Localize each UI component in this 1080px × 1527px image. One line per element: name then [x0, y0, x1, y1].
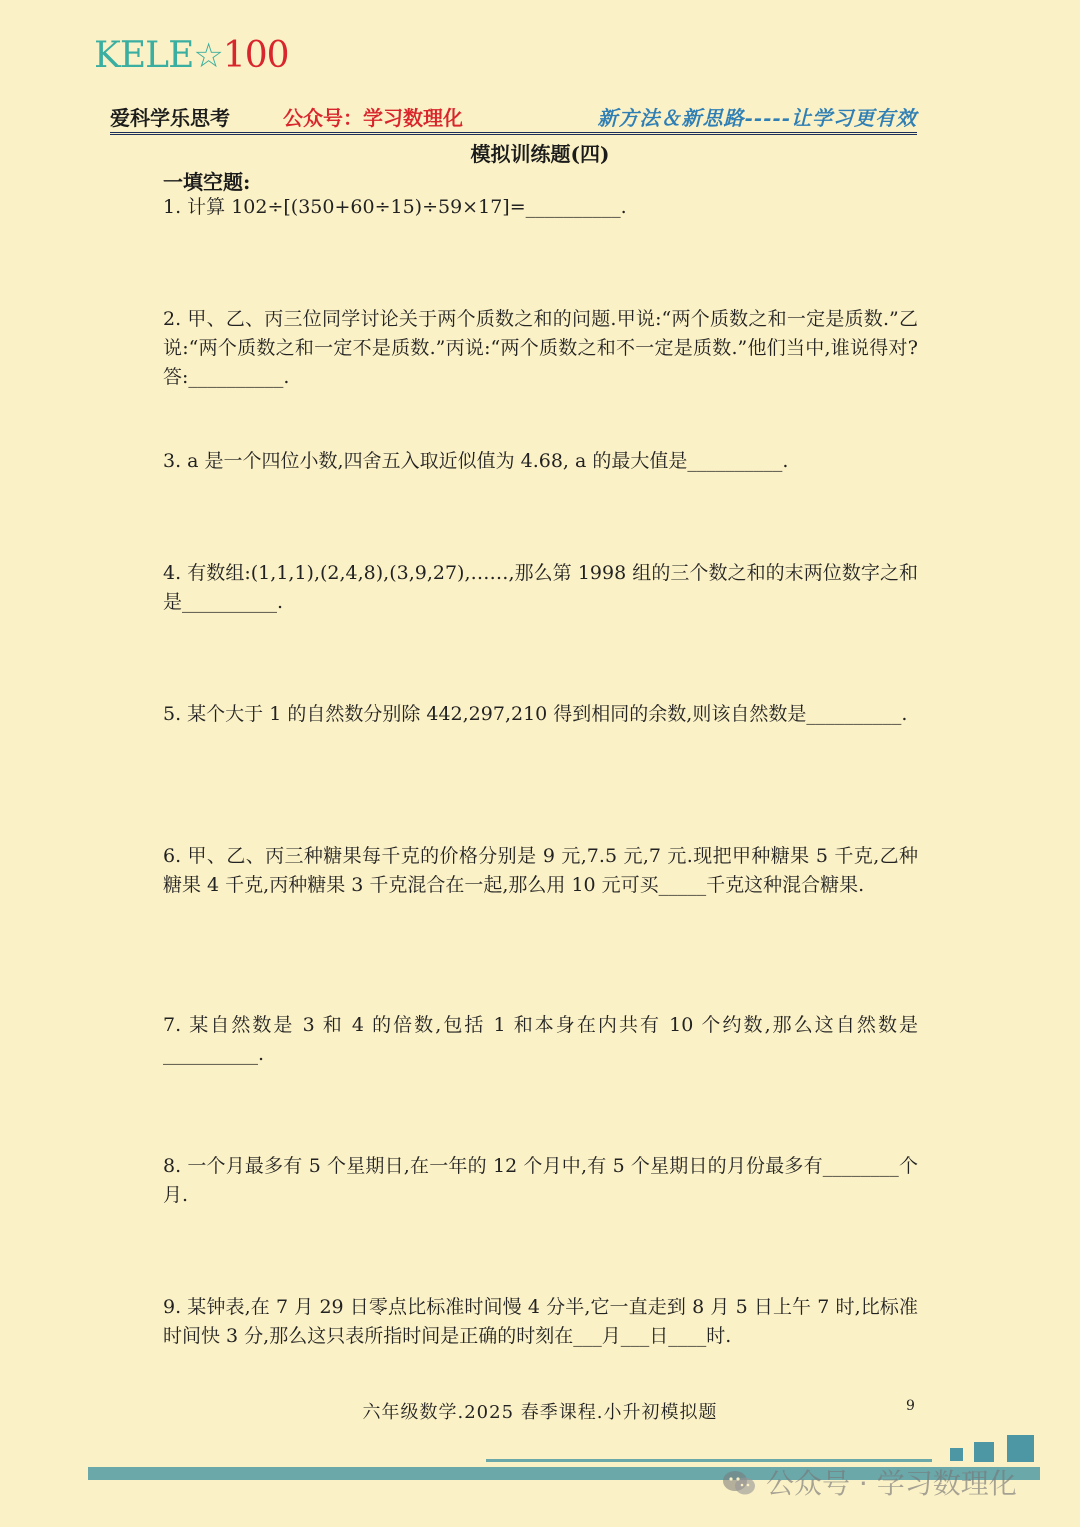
- header-wechat: 公众号：学习数理化: [283, 106, 463, 130]
- watermark-text: 公众号 · 学习数理化: [766, 1467, 1017, 1500]
- header-brand: 爱科学乐思考: [110, 106, 230, 130]
- section-title: 一填空题:: [163, 170, 251, 194]
- logo-kele: KELE: [94, 35, 194, 76]
- question-4: 4. 有数组:(1,1,1),(2,4,8),(3,9,27),……,那么第 1998 组的三个数之和的末两位数字之和是__________.: [163, 562, 918, 613]
- question-3: 3. a 是一个四位小数,四舍五入取近似值为 4.68, a 的最大值是__________.: [163, 450, 789, 472]
- watermark: [722, 1462, 1017, 1502]
- header-slogan: 新方法＆新思路-----让学习更有效: [597, 106, 917, 130]
- question-5: 5. 某个大于 1 的自然数分别除 442,297,210 得到相同的余数,则该自然数是__________.: [163, 703, 908, 725]
- logo-number: 100: [222, 35, 289, 76]
- question-6: 6. 甲、乙、丙三种糖果每千克的价格分别是 9 元,7.5 元,7 元.现把甲种糖果 5 千克,乙种糖果 4 千克,丙种糖果 3 千克混合在一起,那么用 10 元可买_____千克这种混合糖果.: [163, 845, 918, 896]
- page-header: [110, 100, 917, 135]
- question-1: 1. 计算 102÷[(350+60÷15)÷59×17]=__________.: [163, 196, 627, 218]
- page-number: 9: [906, 1398, 915, 1414]
- footer-square-large: [1007, 1435, 1034, 1462]
- question-7: 7. 某自然数是 3 和 4 的倍数,包括 1 和本身在内共有 10 个约数,那么这自然数是__________.: [163, 1014, 918, 1065]
- footer-square-small: [950, 1448, 963, 1461]
- footer-square-medium: [974, 1442, 994, 1462]
- star-icon: ☆: [193, 36, 223, 76]
- document-title: 模拟训练题(四): [470, 142, 610, 166]
- wechat-icon: [722, 1470, 756, 1496]
- kele100-logo: [94, 35, 289, 76]
- question-9: 9. 某钟表,在 7 月 29 日零点比标准时间慢 4 分半,它一直走到 8 月 5 日上午 7 时,比标准时间快 3 分,那么这只表所指时间是正确的时刻在___月___日____时.: [163, 1296, 918, 1347]
- question-2: 2. 甲、乙、丙三位同学讨论关于两个质数之和的问题.甲说:“两个质数之和一定是质数.”乙说:“两个质数之和一定不是质数.”丙说:“两个质数之和不一定是质数.”他们当中,谁说得对?答:__________.: [163, 308, 918, 388]
- question-8: 8. 一个月最多有 5 个星期日,在一年的 12 个月中,有 5 个星期日的月份最多有________个月.: [163, 1155, 918, 1206]
- footer-course: 六年级数学.2025 春季课程.小升初模拟题: [362, 1402, 718, 1423]
